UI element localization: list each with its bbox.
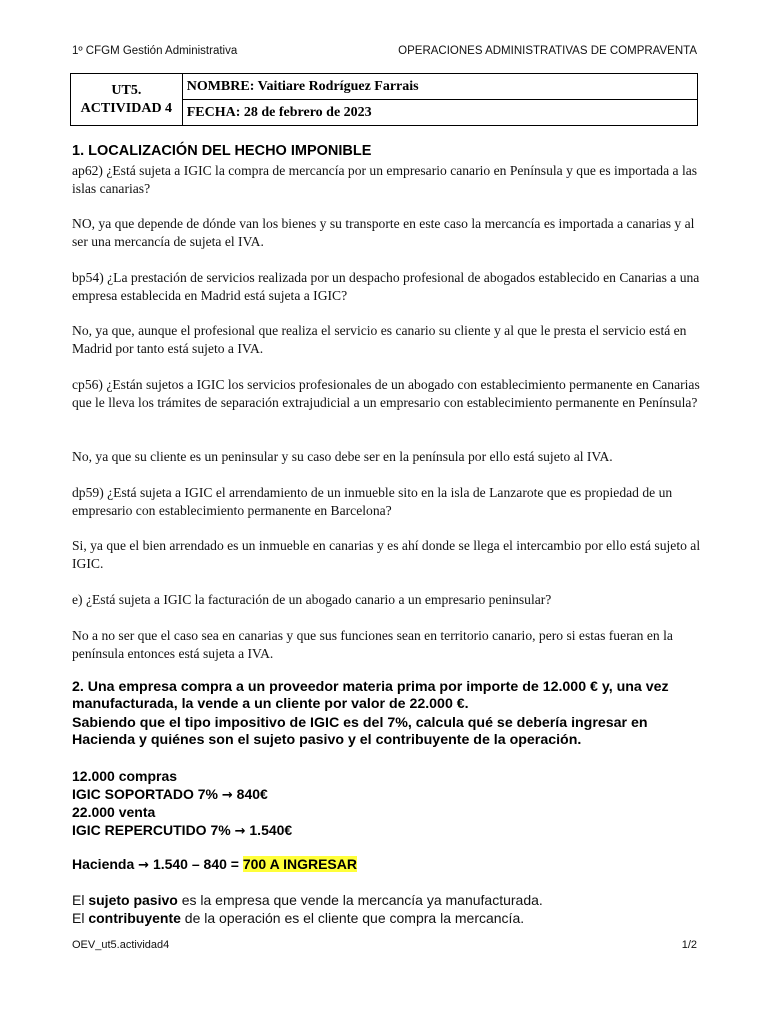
info-table xyxy=(70,73,698,126)
conclusion-sujeto-pasivo xyxy=(72,891,543,909)
question-d: dp59) ¿Está sujeta a IGIC el arrendamiento de un inmueble sito en la isla de Lanzarote que es propiedad de un empresario con establecimiento permanente en Barcelona? xyxy=(72,485,673,518)
conclusion-2-bold: contribuyente xyxy=(88,910,181,926)
conclusion-2-post: de la operación es el cliente que compra la mercancía. xyxy=(180,910,525,926)
name-cell: NOMBRE: Vaitiare Rodríguez Farrais xyxy=(182,74,697,100)
calc-result xyxy=(72,856,357,875)
result-highlight: 700 A INGRESAR xyxy=(242,856,357,872)
question-a: ap62) ¿Está sujeta a IGIC la compra de mercancía por un empresario canario en Península y que es importada a las islas canarias? xyxy=(72,163,698,196)
conclusion-1-post: es la empresa que vende la mercancía ya manufacturada. xyxy=(177,892,543,908)
conclusion-contribuyente xyxy=(72,909,524,927)
calc-igic-soportado xyxy=(72,786,268,805)
conclusion-2-pre: El xyxy=(72,910,89,926)
calc-igic-soportado-value: 840€ xyxy=(236,786,268,802)
calc-igic-repercutido-value: 1.540€ xyxy=(249,822,293,838)
answer-e: No a no ser que el caso sea en canarias y que sus funciones sean en territorio canario, pero si estas fueran en la península entonces está sujeta a IVA. xyxy=(72,628,673,661)
footer-filename: OEV_ut5.actividad4 xyxy=(72,939,170,951)
header-module: OPERACIONES ADMINISTRATIVAS DE COMPRAVENTA xyxy=(398,45,697,57)
arrow-right-icon: → xyxy=(138,858,150,873)
result-expression: 1.540 – 840 = xyxy=(152,856,239,872)
activity-label: ACTIVIDAD 4 xyxy=(80,100,173,116)
calc-igic-soportado-label: IGIC SOPORTADO 7% xyxy=(72,786,218,802)
calc-purchases: 12.000 compras xyxy=(72,768,178,784)
conclusion-1-pre: El xyxy=(72,892,89,908)
answer-d: Si, ya que el bien arrendado es un inmueble en canarias y es ahí donde se llega el intercambio por ello está sujeto al IGIC. xyxy=(72,538,701,571)
calc-igic-repercutido-label: IGIC REPERCUTIDO 7% xyxy=(72,822,231,838)
section2-title: 2. Una empresa compra a un proveedor materia prima por importe de 12.000 € y, una vez manufacturada, la vende a un cliente por valor de 22.000 €. xyxy=(72,679,669,713)
question-b: bp54) ¿La prestación de servicios realizada por un despacho profesional de abogados establecido en Canarias a una empresa establecida en Madrid está sujeta a IGIC? xyxy=(72,270,700,303)
calc-igic-repercutido xyxy=(72,822,292,841)
arrow-right-icon: → xyxy=(234,824,246,839)
answer-b: No, ya que, aunque el profesional que realiza el servicio es canario su cliente y al que le presta el servicio está en Madrid por tanto está sujeto a IVA. xyxy=(72,323,687,356)
section2-question: Sabiendo que el tipo impositivo de IGIC es del 7%, calcula qué se debería ingresar en Hacienda y quiénes son el sujeto pasivo y el contribuyente de la operación. xyxy=(72,715,648,749)
answer-c: No, ya que su cliente es un peninsular y su caso debe ser en la península por ello está sujeto al IVA. xyxy=(72,449,613,464)
footer-page-number: 1/2 xyxy=(681,939,697,951)
header-course: 1º CFGM Gestión Administrativa xyxy=(72,45,238,57)
question-c: cp56) ¿Están sujetos a IGIC los servicios profesionales de un abogado con establecimiento permanente en Canarias que le lleva los trámites de separación extrajudicial a un empresario con establecimiento permanente en Península? xyxy=(72,377,700,410)
date-cell: FECHA: 28 de febrero de 2023 xyxy=(182,100,697,126)
answer-a: NO, ya que depende de dónde van los bienes y su transporte en este caso la mercancía es importada a canarias y al ser una mercancía de sujeta el IVA. xyxy=(72,216,695,249)
section1-title: 1. LOCALIZACIÓN DEL HECHO IMPONIBLE xyxy=(72,143,372,159)
calc-sales: 22.000 venta xyxy=(72,804,156,820)
unit-cell xyxy=(71,74,183,126)
conclusion-1-bold: sujeto pasivo xyxy=(88,892,178,908)
arrow-right-icon: → xyxy=(221,788,233,803)
question-e: e) ¿Está sujeta a IGIC la facturación de un abogado canario a un empresario peninsular? xyxy=(72,592,552,607)
unit-label: UT5. xyxy=(111,82,142,98)
result-label: Hacienda xyxy=(72,856,135,872)
